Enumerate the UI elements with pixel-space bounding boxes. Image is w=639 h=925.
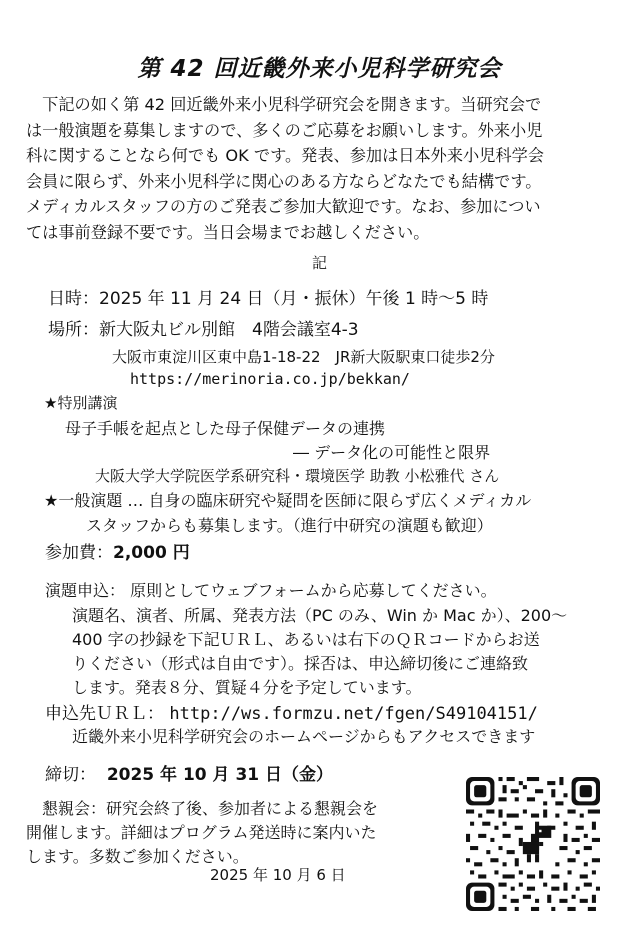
intro-line: メディカルスタッフの方のご発表ご参加大歓迎です。なお、参加につい — [26, 197, 541, 216]
general-session-line2: スタッフからも募集します。（進行中研究の演題も歓迎） — [86, 516, 493, 535]
intro-line: 会員に限らず、外来小児科学に関心のある方ならどなたでも結構です。 — [26, 171, 542, 191]
party-line: 開催します。詳細はプログラム発送時に案内いた — [26, 823, 377, 842]
qr-code-icon[interactable] — [466, 777, 600, 911]
intro-line: 科に関することなら何でも OK です。発表、参加は日本外来小児科学会 — [26, 146, 544, 165]
issue-date: 2025 年 10 月 6 日 — [210, 866, 346, 884]
fee-value: 2,000 円 — [113, 543, 190, 563]
application-url-label: 申込先ＵＲＬ： — [45, 704, 164, 724]
venue-label: 場所： — [48, 320, 99, 340]
application-url[interactable]: http://ws.formzu.net/fgen/S49104151/ — [169, 704, 538, 724]
datetime-value: 2025 年 11 月 24 日（月・振休）午後 1 時～5 時 — [99, 289, 489, 309]
venue-url[interactable]: https://merinoria.co.jp/bekkan/ — [130, 370, 410, 388]
party-line: 懇親会：研究会終了後、参加者による懇親会を — [26, 799, 379, 818]
application-line: 演題名、演者、所属、発表方法（PC のみ、Win か Mac か）、200～ — [72, 606, 568, 625]
special-lecture-title: 母子手帳を起点とした母子保健データの連携 — [65, 419, 386, 438]
party-line: します。多数ご参加ください。 — [26, 847, 249, 866]
general-session-line1: ★一般演題 … 自身の臨床研究や疑問を医師に限らず広くメディカル — [44, 491, 532, 510]
deadline-row — [45, 760, 333, 785]
fee-row — [45, 538, 190, 563]
application-first: 原則としてウェブフォームから応募してください。 — [130, 581, 497, 600]
application-line: 400 字の抄録を下記ＵＲＬ、あるいは右下のＱＲコードからお送 — [72, 630, 540, 649]
ki-heading: 記 — [311, 254, 327, 272]
party-paragraph — [26, 797, 378, 869]
application-url-row — [45, 699, 538, 724]
venue-row — [48, 315, 359, 340]
intro-line: 下記の如く第 42 回近畿外来小児科学研究会を開きます。当研究会で — [26, 95, 542, 114]
application-label: 演題申込： — [45, 581, 126, 600]
application-line: します。発表８分、質疑４分を予定しています。 — [72, 678, 422, 697]
application-line: りください（形式は自由です）。採否は、申込締切後にご連絡致 — [72, 654, 529, 673]
venue-name: 新大阪丸ビル別館 4階会議室4-3 — [99, 320, 359, 340]
intro-paragraph — [26, 92, 616, 245]
application-row — [45, 578, 497, 601]
homepage-note: 近畿外来小児科学研究会のホームページからもアクセスできます — [72, 727, 536, 746]
special-lecture-speaker: 大阪大学大学院医学系研究科・環境医学 助教 小松雅代 さん — [95, 467, 500, 485]
special-lecture-heading: ★特別講演 — [44, 394, 118, 412]
intro-line: ては事前登録不要です。当日会場までお越しください。 — [26, 222, 430, 242]
intro-line: は一般演題を募集しますので、多くのご応募をお願いします。外来小児 — [26, 120, 543, 140]
datetime-label: 日時： — [48, 289, 99, 309]
venue-address: 大阪市東淀川区東中島1-18-22 JR新大阪駅東口徒歩2分 — [112, 348, 495, 366]
deadline-value: 2025 年 10 月 31 日（金） — [106, 765, 334, 785]
fee-label: 参加費： — [45, 543, 113, 563]
page-title: 第 42 回近畿外来小児科学研究会 — [137, 56, 502, 82]
datetime-row — [48, 284, 488, 309]
special-lecture-subtitle: ― データ化の可能性と限界 — [293, 443, 491, 462]
deadline-label: 締切： — [45, 765, 96, 785]
